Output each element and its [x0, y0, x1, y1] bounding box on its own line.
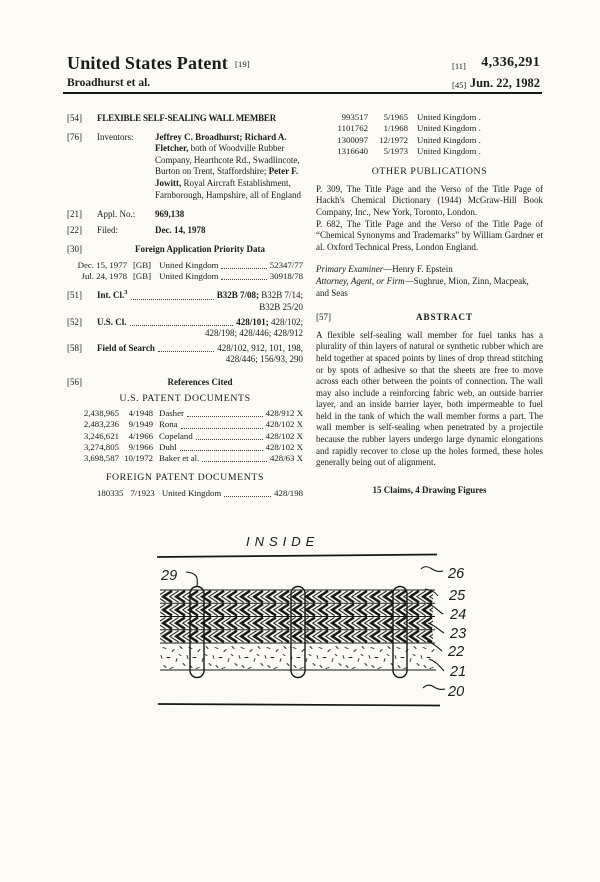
right-column: [316, 107, 543, 496]
other-publications-heading: OTHER PUBLICATIONS: [371, 166, 488, 178]
table-row: [75, 431, 303, 442]
patent-ref-number: 993517: [341, 112, 368, 122]
patent-office-title: United States Patent: [67, 53, 228, 73]
dot-leader: [187, 408, 263, 417]
us-cl-codes: 428/101; 428/102;: [236, 316, 303, 327]
patent-ref-class: 428/198: [274, 487, 303, 498]
abstract-text: A flexible self-sealing wall member for fuel tanks has a plurality of thin layers of natural or synthetic rubber which are held together at spaced points by lines of drop thread stitching or by spots of adhesive so that the sheets are free to move across each other between the points of connection. The wall may also include a reinforcing fabric web, an outside barrier layer, and an inside barrier layer, both impermeable to fuel held in the tank of which the wall member forms a part. The wall member is self-sealing when penetrated by a projectile because the rubber layers undergo large dynamic elongations and rapidly recover to close up the holes formed, these holes generally being out of alignment.: [316, 329, 543, 468]
inventors-row: [67, 132, 303, 202]
patent-ref-class: 428/63 X: [270, 452, 303, 463]
table-row: [75, 419, 303, 430]
int-cl-value: [97, 290, 303, 313]
field-of-search-codes: 428/102, 912, 101, 198,: [217, 342, 303, 353]
dot-leader: [221, 260, 266, 269]
field-tag: [76]: [67, 131, 82, 142]
priority-number: 52347/77: [269, 259, 303, 270]
kind-code-tag: [19]: [234, 59, 250, 69]
ref-numeral-21: 21: [450, 664, 467, 680]
publication-2: P. 682, The Title Page and the Verso of the Title Page of “Chemical Synonyms and Trademarks” by William Gardner et al. Oxford Technical Press, London England.: [316, 218, 543, 252]
inventor-names: Peter F. Jowitt,: [155, 166, 299, 188]
field-tag: [30]: [67, 244, 82, 255]
field-tag: [52]: [67, 316, 82, 327]
patent-ref-class: 428/102 X: [265, 419, 303, 430]
invention-title-row: [67, 113, 303, 125]
examiner-label: Primary Examiner: [316, 264, 384, 275]
country-tag: [GB]: [133, 271, 152, 282]
inventor-names: Jeffrey C. Broadhurst; Richard A. Fletcher,: [155, 131, 287, 154]
examiner-line: [316, 264, 543, 276]
table-row: [97, 488, 303, 499]
patent-ref-date: 7/1923: [130, 487, 155, 498]
leader-line-29: [186, 572, 197, 587]
dot-leader: [158, 343, 214, 353]
dot-leader: [131, 290, 214, 300]
patent-ref-number: 3,698,587: [83, 452, 119, 463]
dot-leader: [224, 488, 271, 497]
dot-leader: [196, 431, 263, 440]
priority-date: Dec. 15, 1977: [77, 259, 127, 270]
superscript: 3: [124, 289, 128, 297]
appl-no-value: 969,138: [155, 209, 185, 220]
attorney-label: Attorney, Agent, or Firm: [316, 275, 405, 286]
field-tag: [21]: [67, 209, 82, 220]
table-row: [316, 123, 543, 134]
dot-leader: [202, 453, 267, 462]
priority-heading-row: [67, 244, 303, 256]
us-cl-value: [97, 317, 303, 340]
inside-surface-line: [157, 555, 437, 558]
field-tag: [58]: [67, 342, 82, 353]
patent-ref-number: 1316640: [337, 145, 368, 156]
inventor-surname: Broadhurst et al.: [67, 77, 151, 89]
priority-date: Jul. 24, 1978: [81, 271, 127, 282]
patent-ref-country: United Kingdom .: [417, 112, 481, 122]
field-tag: [54]: [67, 113, 82, 123]
date-tag: [45]: [452, 80, 467, 90]
attorney-line: [316, 276, 543, 299]
patent-ref-name: Rona: [159, 419, 178, 430]
inventor-address: both of Woodville Rubber Company, Hearthcote Rd., Swadlincote, Burton on Trent, Staffordshire;: [155, 143, 300, 177]
abstract-heading: ABSTRACT: [415, 312, 473, 323]
field-of-search-value: [97, 343, 303, 366]
int-cl-codes-2: B32B 25/20: [259, 301, 303, 312]
patent-ref-number: 3,274,805: [83, 441, 119, 452]
uk-reference-rows: [316, 112, 543, 157]
filed-row: [67, 225, 303, 237]
field-of-search-codes-2: 428/446; 156/93, 290: [225, 354, 303, 365]
patent-ref-name: Baker et al.: [159, 452, 200, 463]
appl-no-row: [67, 209, 303, 221]
table-row: [316, 135, 543, 146]
outside-surface-line: [158, 704, 440, 706]
patent-ref-date: 4/1966: [128, 430, 153, 441]
patent-ref-country: United Kingdom .: [417, 123, 481, 134]
us-cl-label: U.S. Cl.: [97, 316, 127, 327]
priority-number: 30918/78: [269, 271, 303, 282]
country: United Kingdom: [159, 271, 219, 282]
patent-ref-date: 9/1966: [128, 441, 153, 452]
fabric-web-stipple: [160, 644, 436, 670]
field-tag: [22]: [67, 224, 82, 235]
us-patents-heading: U.S. PATENT DOCUMENTS: [119, 392, 251, 404]
ref-numeral-26: 26: [448, 566, 465, 582]
field-of-search-row: [67, 343, 303, 366]
leader-line-26: [421, 567, 443, 572]
patent-drawing: [0, 515, 600, 725]
int-cl-codes: B32B 7/08; B32B 7/14;: [216, 290, 303, 301]
foreign-patents-heading: FOREIGN PATENT DOCUMENTS: [105, 472, 265, 484]
us-cl-codes-2: 428/198; 428/446; 428/912: [204, 328, 303, 339]
patent-ref-name: Dasher: [159, 408, 184, 419]
country: United Kingdom: [159, 259, 219, 270]
inventors-label: Inventors:: [97, 131, 134, 142]
filed-value: Dec. 14, 1978: [155, 224, 206, 235]
left-column: [67, 107, 303, 499]
page-title: [67, 53, 250, 74]
us-cl-row: [67, 317, 303, 340]
field-tag: [56]: [67, 376, 82, 387]
table-row: [67, 271, 303, 282]
patent-ref-date: 10/1972: [124, 452, 153, 463]
inside-label: INSIDE: [246, 534, 320, 549]
patent-ref-number: 2,483,236: [83, 419, 119, 430]
patent-ref-date: 4/1948: [128, 408, 153, 419]
ref-numeral-22: 22: [448, 644, 465, 660]
ref-numeral-23: 23: [450, 626, 467, 642]
dot-leader: [180, 442, 263, 451]
ref-numeral-25: 25: [449, 588, 466, 604]
table-row: [316, 112, 543, 123]
abstract-heading-row: [316, 312, 543, 324]
issue-date: Jun. 22, 1982: [469, 76, 540, 90]
publication-1: P. 309, The Title Page and the Verso of the Title Page of Hackh's Chemical Dictionary (1944) McGraw-Hill Book Company, Inc., New York, Toronto, London.: [316, 183, 543, 217]
attorney-name: —Sughrue, Mion, Zinn, Macpeak, and Seas: [316, 275, 529, 298]
table-row: [316, 146, 543, 157]
priority-heading: Foreign Application Priority Data: [134, 244, 266, 255]
country-tag: [GB]: [133, 259, 152, 270]
patent-ref-date: 12/1972: [379, 134, 408, 145]
field-tag: [57]: [316, 312, 331, 323]
examiner-name: —Henry F. Epstein: [383, 264, 453, 275]
dot-leader: [130, 317, 234, 327]
references-heading: References Cited: [167, 376, 233, 387]
ref-numeral-20: 20: [448, 684, 465, 700]
patent-ref-date: 5/1973: [383, 145, 408, 156]
int-cl-label: Int. Cl.$^3$: [97, 289, 128, 301]
inventors-value: [155, 132, 303, 202]
leader-line-20: [423, 685, 445, 689]
patent-ref-number: 3,246,621: [83, 430, 119, 441]
patent-ref-number: 1101762: [337, 123, 368, 134]
field-tag: [51]: [67, 290, 82, 301]
int-cl-row: [67, 290, 303, 313]
patent-ref-name: Copeland: [159, 430, 193, 441]
patent-ref-name: Duhl: [159, 441, 177, 452]
patent-ref-number: 2,438,965: [83, 408, 119, 419]
patent-number-tag: [11]: [452, 61, 466, 71]
table-row: [75, 408, 303, 419]
patent-ref-country: United Kingdom .: [417, 134, 481, 145]
patent-ref-number: 1300097: [337, 134, 368, 145]
priority-rows: [67, 260, 303, 282]
us-patent-rows: [67, 408, 303, 464]
patent-ref-date: 1/1968: [383, 123, 408, 134]
patent-ref-name: United Kingdom: [161, 487, 222, 498]
ref-numeral-29: 29: [161, 568, 178, 584]
patent-ref-date: 9/1949: [128, 419, 153, 430]
table-row: [67, 260, 303, 271]
patent-ref-number: 180335: [97, 487, 124, 498]
patent-ref-country: United Kingdom .: [417, 145, 481, 156]
references-heading-row: [67, 377, 303, 389]
header-divider: [63, 92, 542, 94]
field-of-search-label: Field of Search: [97, 342, 155, 353]
dot-leader: [221, 271, 266, 280]
claims-summary: 15 Claims, 4 Drawing Figures: [372, 484, 487, 495]
patent-ref-class: 428/912 X: [265, 408, 303, 419]
foreign-patent-rows: [67, 488, 303, 499]
appl-no-label: Appl. No.:: [97, 209, 136, 220]
patent-ref-date: 5/1965: [383, 112, 408, 122]
filed-label: Filed:: [97, 224, 119, 235]
invention-title: FLEXIBLE SELF-SEALING WALL MEMBER: [97, 113, 277, 123]
patent-ref-class: 428/102 X: [265, 441, 303, 452]
table-row: [75, 453, 303, 464]
dot-leader: [181, 419, 263, 428]
inventor-address: Royal Aircraft Establishment, Farnborough, Hampshire, all of England: [155, 177, 301, 200]
table-row: [75, 442, 303, 453]
ref-numeral-24: 24: [450, 607, 467, 623]
patent-ref-class: 428/102 X: [265, 430, 303, 441]
patent-number: 4,336,291: [481, 55, 540, 70]
